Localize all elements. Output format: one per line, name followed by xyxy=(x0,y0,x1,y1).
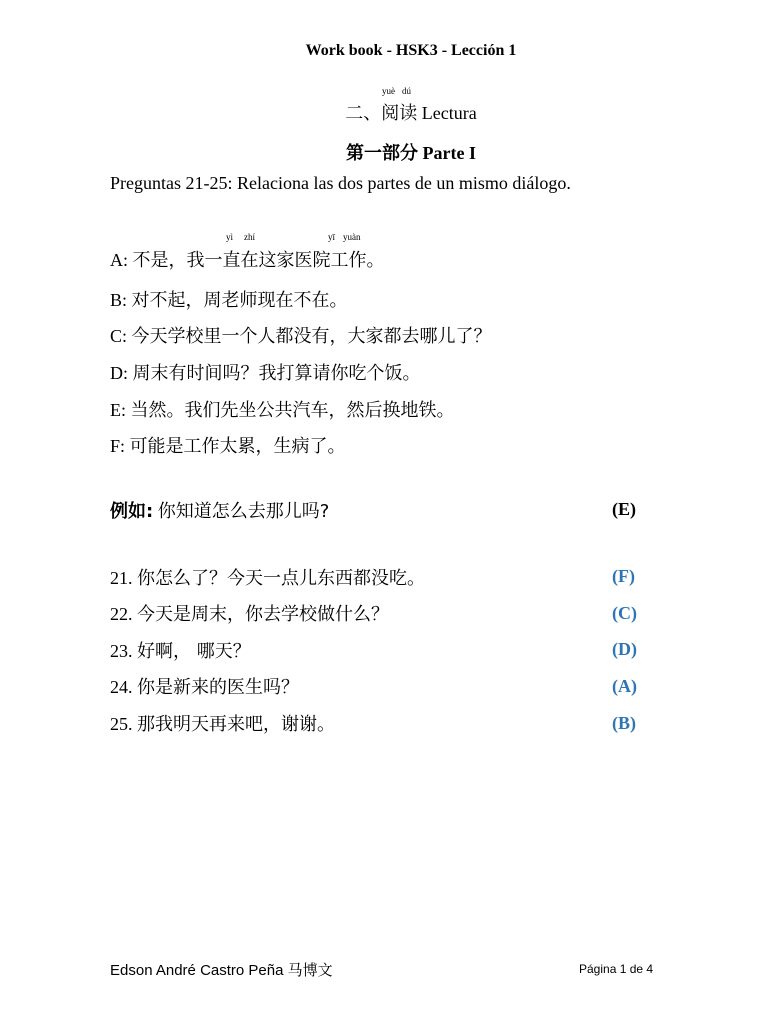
option-e xyxy=(110,396,455,422)
option-letter: D: xyxy=(110,363,128,383)
pinyin-zhi: zhí xyxy=(244,232,255,242)
option-a xyxy=(110,246,385,272)
option-letter: F: xyxy=(110,436,126,456)
answer-22: (C) xyxy=(612,603,637,623)
option-b xyxy=(110,286,348,312)
question-number: 25. xyxy=(110,714,133,734)
example-text: 你知道怎么去那儿吗? xyxy=(157,501,330,522)
question-number: 21. xyxy=(110,568,133,588)
question-text: 今天是周末，你去学校做什么？ xyxy=(137,604,389,625)
example-answer: (E) xyxy=(612,499,636,519)
option-f xyxy=(110,432,346,458)
section-spanish: Lectura xyxy=(421,103,477,123)
option-text: 不是，我一直在这家医院工作。 xyxy=(132,250,385,271)
question-text: 好啊， 哪天？ xyxy=(137,641,251,662)
question-21 xyxy=(110,564,425,590)
question-number: 24. xyxy=(110,677,133,697)
question-24 xyxy=(110,673,299,699)
pinyin-yuan: yuàn xyxy=(343,232,361,242)
answer-24: (A) xyxy=(612,676,637,696)
footer-author: Edson André Castro Peña 马博文 xyxy=(110,962,333,979)
option-d xyxy=(110,359,421,385)
option-letter: C: xyxy=(110,326,128,346)
pinyin-du: dú xyxy=(402,86,411,96)
question-23 xyxy=(110,637,251,663)
question-text: 那我明天再来吧，谢谢。 xyxy=(137,714,335,735)
section-chinese: 阅读 xyxy=(381,103,418,124)
answer-21: (F) xyxy=(612,566,635,586)
pinyin-yi-2: yī xyxy=(328,232,336,242)
pinyin-yi: yì xyxy=(226,232,234,242)
question-number: 22. xyxy=(110,604,133,624)
example-label: 例如: xyxy=(110,501,154,522)
document-header: Work book - HSK3 - Lección 1 xyxy=(305,42,517,59)
option-c xyxy=(110,322,492,348)
option-text: 对不起，周老师现在不在。 xyxy=(131,290,348,311)
question-25 xyxy=(110,710,335,736)
option-text: 可能是工作太累，生病了。 xyxy=(129,436,346,457)
answer-25: (B) xyxy=(612,713,636,733)
part-spanish: Parte I xyxy=(422,143,476,163)
part-title xyxy=(0,139,768,165)
section-title xyxy=(0,99,768,125)
question-22 xyxy=(110,600,389,626)
option-letter: B: xyxy=(110,290,128,310)
instructions: Preguntas 21-25: Relaciona las dos partes de un mismo diálogo. xyxy=(110,173,571,193)
option-text: 当然。我们先坐公共汽车，然后换地铁。 xyxy=(130,400,455,421)
question-number: 23. xyxy=(110,641,133,661)
example xyxy=(110,497,329,523)
part-chinese: 第一部分 xyxy=(346,143,418,164)
pinyin-yue: yuè xyxy=(382,86,395,96)
option-text: 今天学校里一个人都没有，大家都去哪儿了？ xyxy=(131,326,492,347)
question-text: 你怎么了？今天一点儿东西都没吃。 xyxy=(137,568,425,589)
question-text: 你是新来的医生吗？ xyxy=(137,677,299,698)
option-text: 周末有时间吗？我打算请你吃个饭。 xyxy=(132,363,421,384)
option-letter: E: xyxy=(110,400,126,420)
section-number: 二、 xyxy=(345,103,382,124)
footer-page-number: Página 1 de 4 xyxy=(579,962,654,976)
option-letter: A: xyxy=(110,250,128,270)
answer-23: (D) xyxy=(612,639,637,659)
